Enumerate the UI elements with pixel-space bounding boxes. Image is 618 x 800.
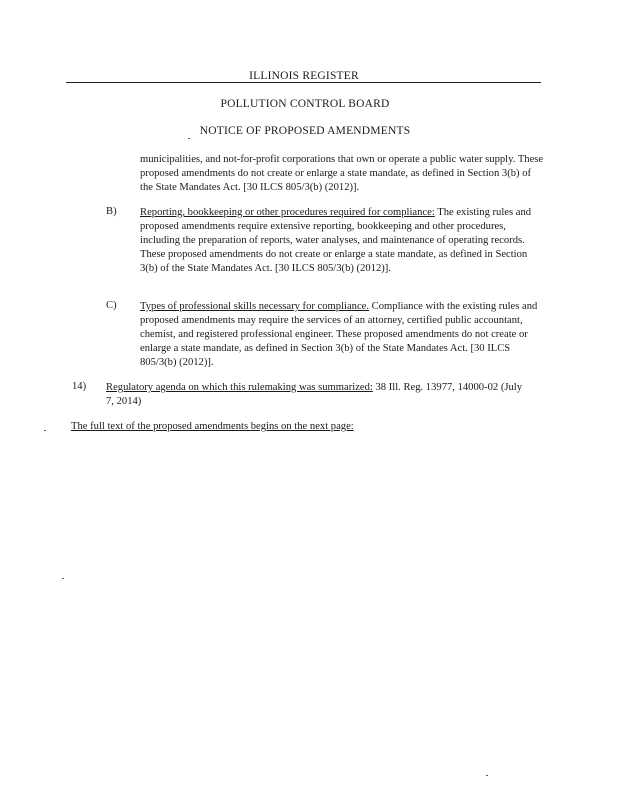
item-14-body: 38 Ill. Reg. 13977, 14000-02 (July 7, 2014) [106, 382, 523, 407]
item-14-marker: 14) [72, 381, 87, 392]
item-c-body: Compliance with the existing rules and proposed amendments may require the services of an attorney, certified public accountant, chemist, and registered professional engineer. These proposed amendments do not create or enlarge a state mandate, as defined in Section 3(b) of the State Mandates Act. [30 ILCS 805/3(b) (2012)]. [140, 301, 538, 368]
notice-title: NOTICE OF PROPOSED AMENDMENTS [199, 125, 411, 137]
header-rule [66, 82, 541, 83]
scan-speck [44, 430, 46, 431]
item-b-heading: Reporting, bookkeeping or other procedures required for compliance: [140, 207, 435, 218]
item-14-heading: Regulatory agenda on which this rulemaking was summarized: [106, 382, 373, 393]
item-b-marker: B) [106, 206, 117, 217]
item-c-paragraph [140, 300, 545, 370]
agency-title: POLLUTION CONTROL BOARD [220, 98, 390, 110]
item-b-paragraph [140, 206, 545, 276]
continuation-paragraph: municipalities, and not-for-profit corporations that own or operate a public water supply. These proposed amendments do not create or enlarge a state mandate, as defined in Section 3(b) of the State Mandates Act. [30 ILCS 805/3(b) (2012)]. [140, 154, 544, 193]
scan-speck [62, 578, 64, 579]
item-c-marker: C) [106, 300, 117, 311]
item-c-heading: Types of professional skills necessary for compliance. [140, 301, 370, 312]
full-text-notice: The full text of the proposed amendments begins on the next page: [71, 421, 354, 432]
scan-speck [486, 775, 488, 776]
item-14-paragraph [106, 381, 526, 409]
scan-speck [188, 138, 190, 139]
item-b-body: The existing rules and proposed amendments require extensive reporting, bookkeeping and other procedures, including the preparation of reports, water analyses, and maintenance of operating records. These proposed amendments do not create or enlarge a state mandate, as defined in Section 3(b) of the State Mandates Act. [30 ILCS 805/3(b) (2012)]. [140, 207, 532, 274]
register-title: ILLINOIS REGISTER [249, 70, 359, 82]
